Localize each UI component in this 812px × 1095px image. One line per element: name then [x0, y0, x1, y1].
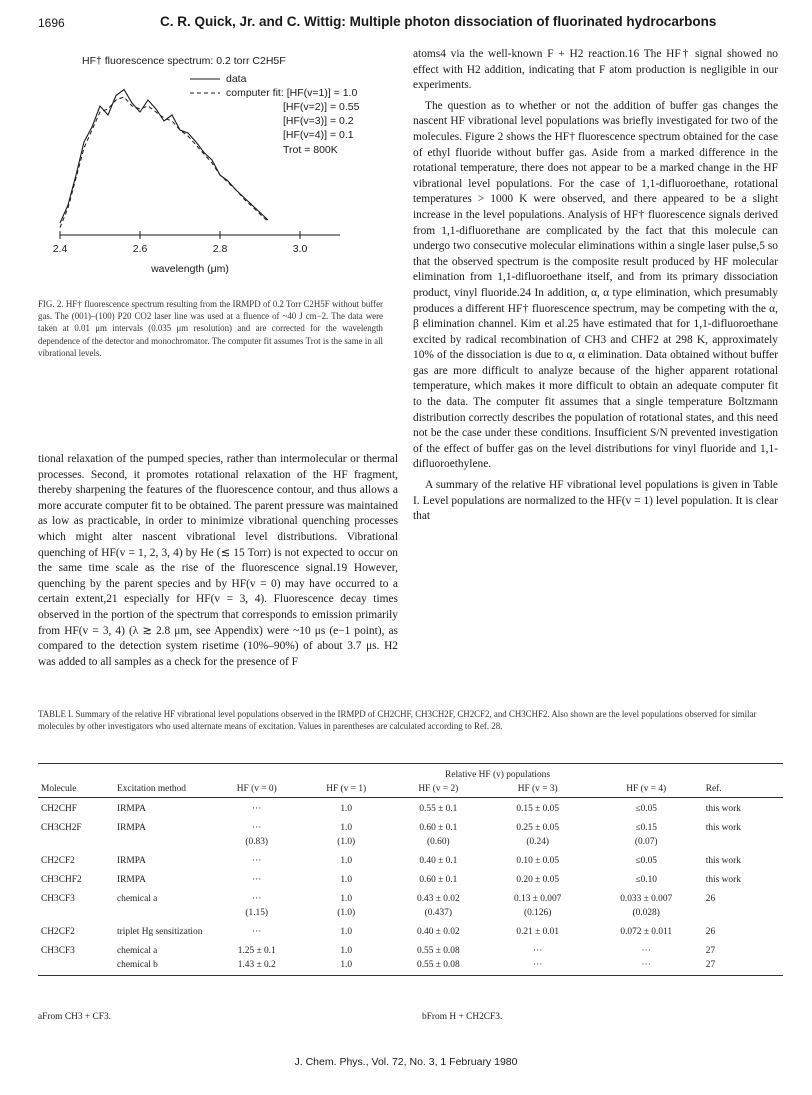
right-column: [413, 47, 778, 525]
series-fit-line: [60, 97, 268, 228]
table-cell: (0.437): [424, 908, 452, 918]
table-cell: 0.60 ± 0.1: [419, 823, 458, 833]
table-cell: chemical b: [114, 958, 212, 976]
fit-param-trot: Trot = 800K: [283, 144, 338, 156]
table-cell: [114, 906, 212, 920]
table-cell: (1.0): [337, 908, 356, 918]
table-cell: 1.0: [340, 927, 353, 937]
table-cell: chemical a: [117, 894, 158, 904]
table-cell: (0.83): [245, 837, 269, 847]
table-cell: 0.15 ± 0.05: [516, 804, 560, 814]
table-cell: 0.55 ± 0.08: [391, 958, 486, 976]
right-paragraph-3: A summary of the relative HF vibrational level populations is given in Table I. Level populations are normalized to the HF(v = 1) level population. It is clear that: [413, 479, 778, 523]
table-cell: 1.0: [301, 958, 390, 976]
table-cell: ···: [641, 946, 651, 956]
table-row: [38, 906, 783, 920]
x-tick-label: 2.8: [212, 243, 228, 255]
legend-fit-label: computer fit: [HF(v=1)] = 1.0: [226, 87, 358, 99]
table-cell: this work: [705, 804, 741, 814]
table-cell: 0.40 ± 0.1: [419, 856, 458, 866]
table-cell: ···: [252, 927, 262, 937]
table-cell: CH3CH2F: [41, 823, 82, 833]
table-cell: 0.55 ± 0.1: [419, 804, 458, 814]
table-header-4: HF (v = 2): [391, 782, 486, 798]
table-footnote-b: bFrom H + CH2CF3.: [422, 1012, 503, 1022]
table-cell: triplet Hg sensitization: [117, 927, 203, 937]
table-cell: CH3CHF2: [41, 875, 82, 885]
table-cell: ≤0.15: [635, 823, 657, 833]
table-cell: this work: [705, 856, 741, 866]
table-header-7: Ref.: [703, 782, 783, 798]
table-cell: [703, 835, 783, 849]
table-cell: 1.25 ± 0.1: [237, 946, 276, 956]
table-row: [38, 798, 783, 817]
table-cell: 0.10 ± 0.05: [516, 856, 560, 866]
table-cell: [703, 906, 783, 920]
table-cell: 0.40 ± 0.02: [417, 927, 460, 937]
table-cell: this work: [705, 823, 741, 833]
table-cell: CH3CF3: [41, 894, 75, 904]
table-1: [38, 763, 783, 976]
table-cell: (0.60): [427, 837, 450, 847]
series-data-line: [60, 90, 268, 224]
table-cell: 0.60 ± 0.1: [419, 875, 458, 885]
right-paragraph-1: atoms4 via the well-known F + H2 reaction.16 The HF† signal showed no effect with H2 addition, indicating that F atom production is negligible in our experiments.: [413, 48, 778, 92]
x-tick-label: 2.6: [132, 243, 148, 255]
table-cell: (0.07): [634, 837, 658, 847]
table-cell: ≤0.10: [635, 875, 657, 885]
table-cell: ···: [252, 823, 262, 833]
table-cell: (0.126): [524, 908, 552, 918]
fit-param-v3: [HF(v=3)] = 0.2: [283, 115, 354, 127]
table-footnote-a: aFrom CH3 + CF3.: [38, 1012, 112, 1022]
table-caption: TABLE I. Summary of the relative HF vibrational level populations observed in the IRMPD of CH2CHF, CH3CH2F, CH2CF2, and CH3CHF2. Also shown are the level populations observed for similar molecules by other investigators who used alternate means of excitation. Values in parentheses are calculated according to Ref. 28.: [38, 709, 757, 732]
table-header-5: HF (v = 3): [486, 782, 590, 798]
left-column: [38, 452, 398, 670]
table-cell: (0.24): [526, 837, 550, 847]
x-tick-label: 3.0: [292, 243, 308, 255]
table-cell: 1.43 ± 0.2: [212, 958, 301, 976]
figure-title: HF† fluorescence spectrum: 0.2 torr C2H5F: [82, 55, 286, 67]
table-row: [38, 939, 783, 958]
table-row: [38, 887, 783, 906]
table-cell: 0.072 ± 0.011: [620, 927, 673, 937]
page-number: 1696: [38, 16, 65, 30]
table-cell: 1.0: [340, 856, 353, 866]
table-cell: 0.20 ± 0.05: [516, 875, 560, 885]
x-axis-label: wavelength (μm): [151, 263, 229, 275]
table-cell: [38, 958, 114, 976]
table-header-1: Excitation method: [114, 782, 212, 798]
table-cell: 1.0: [340, 875, 353, 885]
table-cell: 0.55 ± 0.08: [417, 946, 460, 956]
table-cell: ≤0.05: [635, 856, 657, 866]
table-cell: 1.0: [340, 823, 353, 833]
fit-param-v4: [HF(v=4)] = 0.1: [283, 129, 354, 141]
table-cell: [38, 906, 114, 920]
table-cell: ≤0.05: [635, 804, 657, 814]
fit-param-v2: [HF(v=2)] = 0.55: [283, 101, 360, 113]
table-cell: CH2CF2: [41, 856, 75, 866]
table-cell: CH2CF2: [41, 927, 75, 937]
table-header-0: Molecule: [38, 782, 114, 798]
table-cell: 1.0: [340, 894, 353, 904]
running-title: C. R. Quick, Jr. and C. Wittig: Multiple photon dissociation of fluorinated hydrocarbons: [160, 14, 717, 29]
table-cell: ···: [252, 875, 262, 885]
table-cell: [38, 835, 114, 849]
table-cell: chemical a: [117, 946, 158, 956]
table-group-header: Relative HF (v) populations: [212, 764, 783, 783]
table-cell: ···: [590, 958, 703, 976]
figure-2-spectrum: [40, 50, 380, 280]
table-row: [38, 920, 783, 939]
table-cell: 27: [703, 958, 783, 976]
table-cell: this work: [705, 875, 741, 885]
table-header-6: HF (v = 4): [590, 782, 703, 798]
x-tick-label: 2.4: [52, 243, 68, 255]
table-cell: 0.13 ± 0.007: [514, 894, 562, 904]
table-cell: 27: [705, 946, 716, 956]
table-cell: (0.028): [632, 908, 660, 918]
table-header-3: HF (v = 1): [301, 782, 390, 798]
table-cell: ···: [533, 946, 543, 956]
table-cell: 0.21 ± 0.01: [516, 927, 560, 937]
table-row: [38, 868, 783, 887]
table-row: [38, 958, 783, 976]
table-cell: 0.43 ± 0.02: [417, 894, 460, 904]
figure-caption: FIG. 2. HF† fluorescence spectrum resulting from the IRMPD of 0.2 Torr C2H5F without buffer gas. The (001)–(100) P20 CO2 laser line was used at a fluence of ~40 J cm−2. The data were taken at 0.01 μm intervals (0.035 μm resolution) and are corrected for the wavelength dependence of the detector and monochromator. The computer fit assumes Trot is the same in all vibrational levels.: [38, 299, 383, 358]
right-paragraph-2: The question as to whether or not the addition of buffer gas changes the nascent HF vibrational level populations was briefly investigated for two of the molecules. Figure 2 shows the HF† fluorescence spectrum obtained for the case of ethyl fluoride without buffer gas. Aside from a marked difference in the rotational temperature, there does not appear to be a marked change in the HF vibrational level populations. For the case of 1,1-difluoroethane, rotational temperatures > 1000 K were observed, and there appeared to be a slight increase in the level populations. Analysis of HF† fluorescence signals derived from 1,1-difluorethane are complicated by the fact that this molecule can undergo two consecutive molecular eliminations within a single laser pulse,5 so that the observed spectrum is the composite result produced by HF molecular elimination from 1,1-difluoroethane itself, and from its primary dissociation product, vinyl fluoride.24 In addition, α, α type elimination, which presumably produces a different HF† fluorescence spectrum, may be competing with the α, β elimination channel. Kim et al.25 have estimated that for 1,1-difluoroethane excited by radical recombination of CH3 and CHF2 at 298 K, approximately 10% of the dissociation is due to α, α elimination. Data obtained without buffer gas are more difficult to analyze because of the higher apparent rotational temperature, which makes it more difficult to obtain an adequate computer fit to the data. The computer fit assumes that a single temperature Boltzmann distribution correctly describes the population of rotational states, and this need not be the case under these conditions. Insufficient S/N prevented investigation of the effect of buffer gas on the level distributions for vinyl fluoride and 1,1-difluoroethylene.: [413, 99, 778, 471]
table-cell: ···: [252, 894, 262, 904]
table-cell: IRMPA: [117, 856, 146, 866]
table-cell: IRMPA: [117, 875, 146, 885]
table-cell: IRMPA: [117, 823, 146, 833]
table-cell: IRMPA: [117, 804, 146, 814]
table-cell: ···: [486, 958, 590, 976]
table-header-2: HF (v = 0): [212, 782, 301, 798]
table-cell: ···: [252, 804, 262, 814]
left-paragraph: tional relaxation of the pumped species, rather than intermolecular or thermal processes. Second, it promotes rotational relaxation of the HF fragment, thereby sharpening the features of the fluorescence contour, and thus allows a more accurate computer fit to be obtained. The parent pressure was maintained as low as practicable, in order to minimize vibrational quenching processes which might alter nascent vibrational level distributions. Vibrational quenching of HF(v = 1, 2, 3, 4) by He (≲ 15 Torr) is not expected to occur on the same time scale as the rise of the fluorescence signal.19 However, quenching by the parent species and by HF(v = 0) may have occurred to a certain extent,21 especially for HF(v = 3, 4). Fluorescence decay times observed in the portion of the spectrum that corresponds to emission primarily from HF(v = 3, 4) (λ ≳ 2.8 μm, see Appendix) were ~10 μs (e−1 point), as compared to the detection system risetime (10%–90%) of about 3.7 μs. H2 was added to all samples as a check for the presence of F: [38, 453, 398, 668]
legend-data-label: data: [226, 73, 247, 85]
table-cell: 1.0: [340, 804, 353, 814]
table-cell: CH2CHF: [41, 804, 77, 814]
table-cell: 1.0: [340, 946, 353, 956]
table-cell: 0.033 ± 0.007: [620, 894, 673, 904]
table-cell: 26: [705, 894, 716, 904]
table-cell: (1.15): [245, 908, 269, 918]
table-cell: 0.25 ± 0.05: [516, 823, 560, 833]
table-row: [38, 849, 783, 868]
table-row: [38, 835, 783, 849]
table-cell: (1.0): [337, 837, 356, 847]
table-cell: 26: [705, 927, 716, 937]
table-cell: ···: [252, 856, 262, 866]
journal-footer: J. Chem. Phys., Vol. 72, No. 3, 1 February 1980: [294, 1056, 518, 1068]
table-row: [38, 816, 783, 835]
table-cell: [114, 835, 212, 849]
table-cell: CH3CF3: [41, 946, 75, 956]
